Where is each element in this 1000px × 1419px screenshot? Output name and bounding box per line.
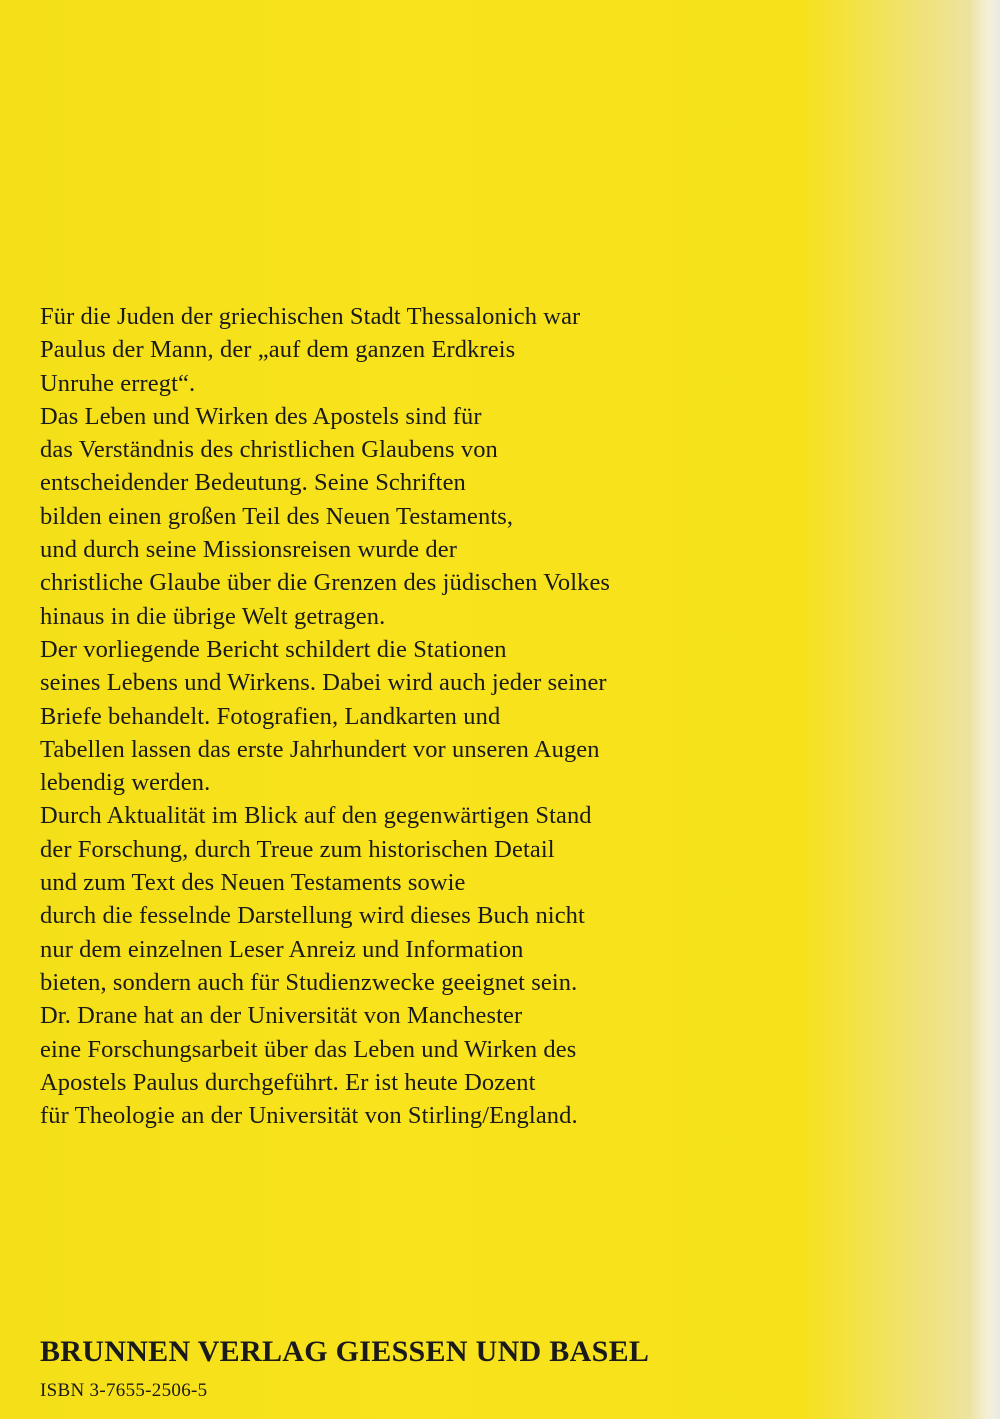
blurb-line: eine Forschungsarbeit über das Leben und Wirken des — [40, 1035, 577, 1063]
isbn-number: ISBN 3-7655-2506-5 — [40, 1380, 208, 1401]
blurb-line: und zum Text des Neuen Testaments sowie — [40, 869, 466, 897]
blurb-line: Tabellen lassen das erste Jahrhundert vor unseren Augen — [40, 735, 600, 763]
blurb-line: durch die fesselnde Darstellung wird dieses Buch nicht — [40, 902, 585, 930]
blurb-text — [40, 300, 740, 1132]
blurb-line: bilden einen großen Teil des Neuen Testaments, — [40, 502, 514, 530]
blurb-line: entscheidender Bedeutung. Seine Schriften — [40, 469, 466, 497]
blurb-line: das Verständnis des christlichen Glaubens von — [40, 436, 498, 464]
blurb-line: Paulus der Mann, der „auf dem ganzen Erdkreis — [40, 336, 516, 364]
blurb-line: Das Leben und Wirken des Apostels sind für — [40, 402, 482, 430]
blurb-line: christliche Glaube über die Grenzen des jüdischen Volkes — [40, 569, 611, 597]
publisher-name: BRUNNEN VERLAG GIESSEN UND BASEL — [40, 1335, 650, 1368]
blurb-line: bieten, sondern auch für Studienzwecke geeignet sein. — [40, 968, 578, 996]
blurb-line: lebendig werden. — [40, 769, 211, 797]
blurb-line: seines Lebens und Wirkens. Dabei wird auch jeder seiner — [40, 669, 607, 697]
blurb-line: für Theologie an der Universität von Stirling/England. — [40, 1102, 578, 1130]
blurb-line: Unruhe erregt“. — [40, 369, 196, 397]
blurb-line: nur dem einzelnen Leser Anreiz und Information — [40, 935, 524, 963]
blurb-line: Apostels Paulus durchgeführt. Er ist heute Dozent — [40, 1068, 536, 1096]
blurb-line: der Forschung, durch Treue zum historischen Detail — [40, 835, 555, 863]
blurb-line: Durch Aktualität im Blick auf den gegenwärtigen Stand — [40, 802, 592, 830]
blurb-line: Der vorliegende Bericht schildert die Stationen — [40, 635, 507, 663]
page-edge — [970, 0, 1000, 1419]
blurb-line: und durch seine Missionsreisen wurde der — [40, 536, 458, 564]
blurb-line: hinaus in die übrige Welt getragen. — [40, 602, 386, 630]
blurb-line: Briefe behandelt. Fotografien, Landkarten und — [40, 702, 501, 730]
blurb-line: Für die Juden der griechischen Stadt Thessalonich war — [40, 303, 581, 330]
blurb-line: Dr. Drane hat an der Universität von Manchester — [40, 1002, 523, 1030]
